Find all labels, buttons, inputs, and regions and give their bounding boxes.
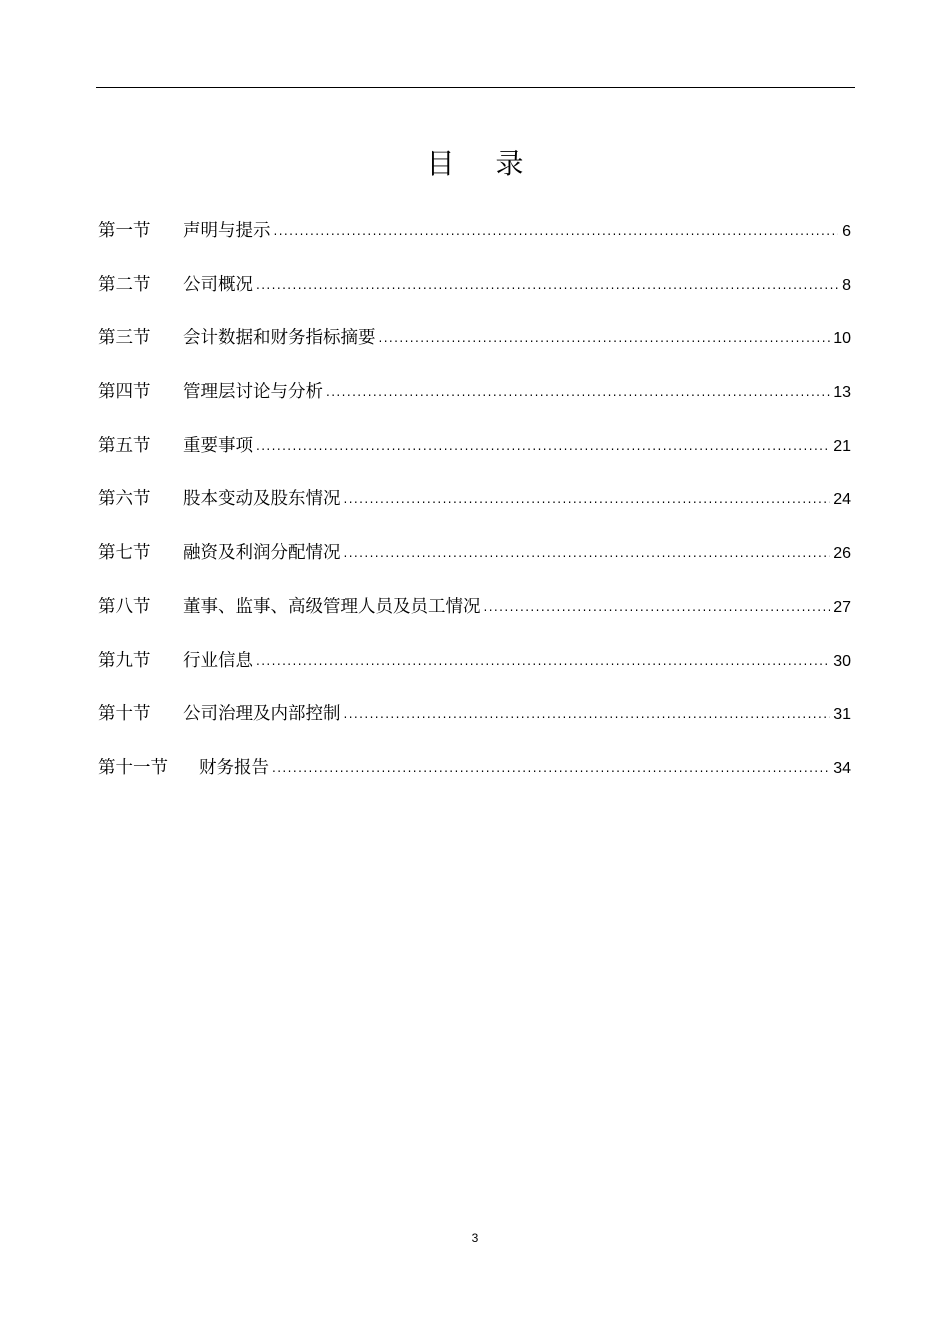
toc-dot-leader	[379, 320, 831, 356]
toc-section-name: 财务报告	[199, 757, 269, 778]
toc-page-number: 24	[833, 491, 851, 509]
toc-page-number: 34	[833, 759, 851, 777]
toc-section-name: 公司治理及内部控制	[183, 704, 341, 725]
toc-entry[interactable]	[98, 428, 851, 482]
toc-dot-leader	[256, 428, 830, 464]
toc-section-label: 第七节	[98, 543, 151, 564]
toc-page-number: 30	[833, 652, 851, 670]
toc-page-number: 6	[842, 223, 851, 240]
toc-dot-leader	[272, 750, 830, 786]
toc-entry[interactable]	[98, 213, 851, 267]
toc-dot-leader	[344, 535, 831, 571]
toc-page-number: 31	[833, 706, 851, 724]
toc-section-label: 第五节	[98, 435, 151, 456]
toc-dot-leader	[326, 374, 830, 410]
toc-dot-leader	[256, 643, 830, 679]
toc-section-label: 第一节	[98, 221, 151, 241]
toc-entry[interactable]	[98, 481, 851, 535]
toc-section-name: 会计数据和财务指标摘要	[183, 328, 376, 349]
toc-entry[interactable]	[98, 750, 851, 804]
toc-page-number: 26	[833, 545, 851, 563]
toc-section-label: 第四节	[98, 382, 151, 403]
toc-dot-leader	[484, 589, 831, 625]
toc-section-label: 第九节	[98, 650, 151, 671]
header-rule	[96, 87, 855, 88]
toc-dot-leader	[344, 481, 831, 517]
toc-page-number: 10	[833, 330, 851, 348]
toc-section-name: 融资及利润分配情况	[183, 543, 341, 564]
page-title: 目 录	[426, 147, 540, 180]
toc-section-name: 董事、监事、高级管理人员及员工情况	[183, 596, 481, 617]
toc-page-number: 8	[842, 276, 851, 294]
toc-section-name: 股本变动及股东情况	[183, 489, 341, 510]
toc-section-name: 管理层讨论与分析	[183, 382, 323, 403]
toc-page-number: 27	[833, 598, 851, 616]
toc-entry[interactable]	[98, 589, 851, 643]
toc-page-number: 13	[833, 384, 851, 402]
toc-page-number: 21	[833, 437, 851, 455]
toc-section-label: 第二节	[98, 274, 151, 295]
page-number: 3	[471, 1231, 479, 1245]
table-of-contents	[98, 213, 851, 804]
toc-section-label: 第十一节	[98, 757, 168, 778]
toc-section-name: 行业信息	[183, 650, 253, 671]
toc-entry[interactable]	[98, 267, 851, 321]
toc-entry[interactable]	[98, 643, 851, 697]
toc-section-name: 公司概况	[183, 274, 253, 295]
toc-entry[interactable]	[98, 374, 851, 428]
toc-entry[interactable]	[98, 696, 851, 750]
toc-dot-leader	[344, 696, 831, 732]
toc-entry[interactable]	[98, 535, 851, 589]
toc-section-label: 第八节	[98, 596, 151, 617]
toc-dot-leader	[256, 267, 838, 303]
toc-section-name: 重要事项	[183, 435, 253, 456]
toc-section-name: 声明与提示	[183, 221, 271, 241]
toc-entry[interactable]	[98, 320, 851, 374]
toc-section-label: 第六节	[98, 489, 151, 510]
toc-section-label: 第十节	[98, 704, 151, 725]
toc-section-label: 第三节	[98, 328, 151, 349]
toc-dot-leader	[274, 213, 839, 249]
